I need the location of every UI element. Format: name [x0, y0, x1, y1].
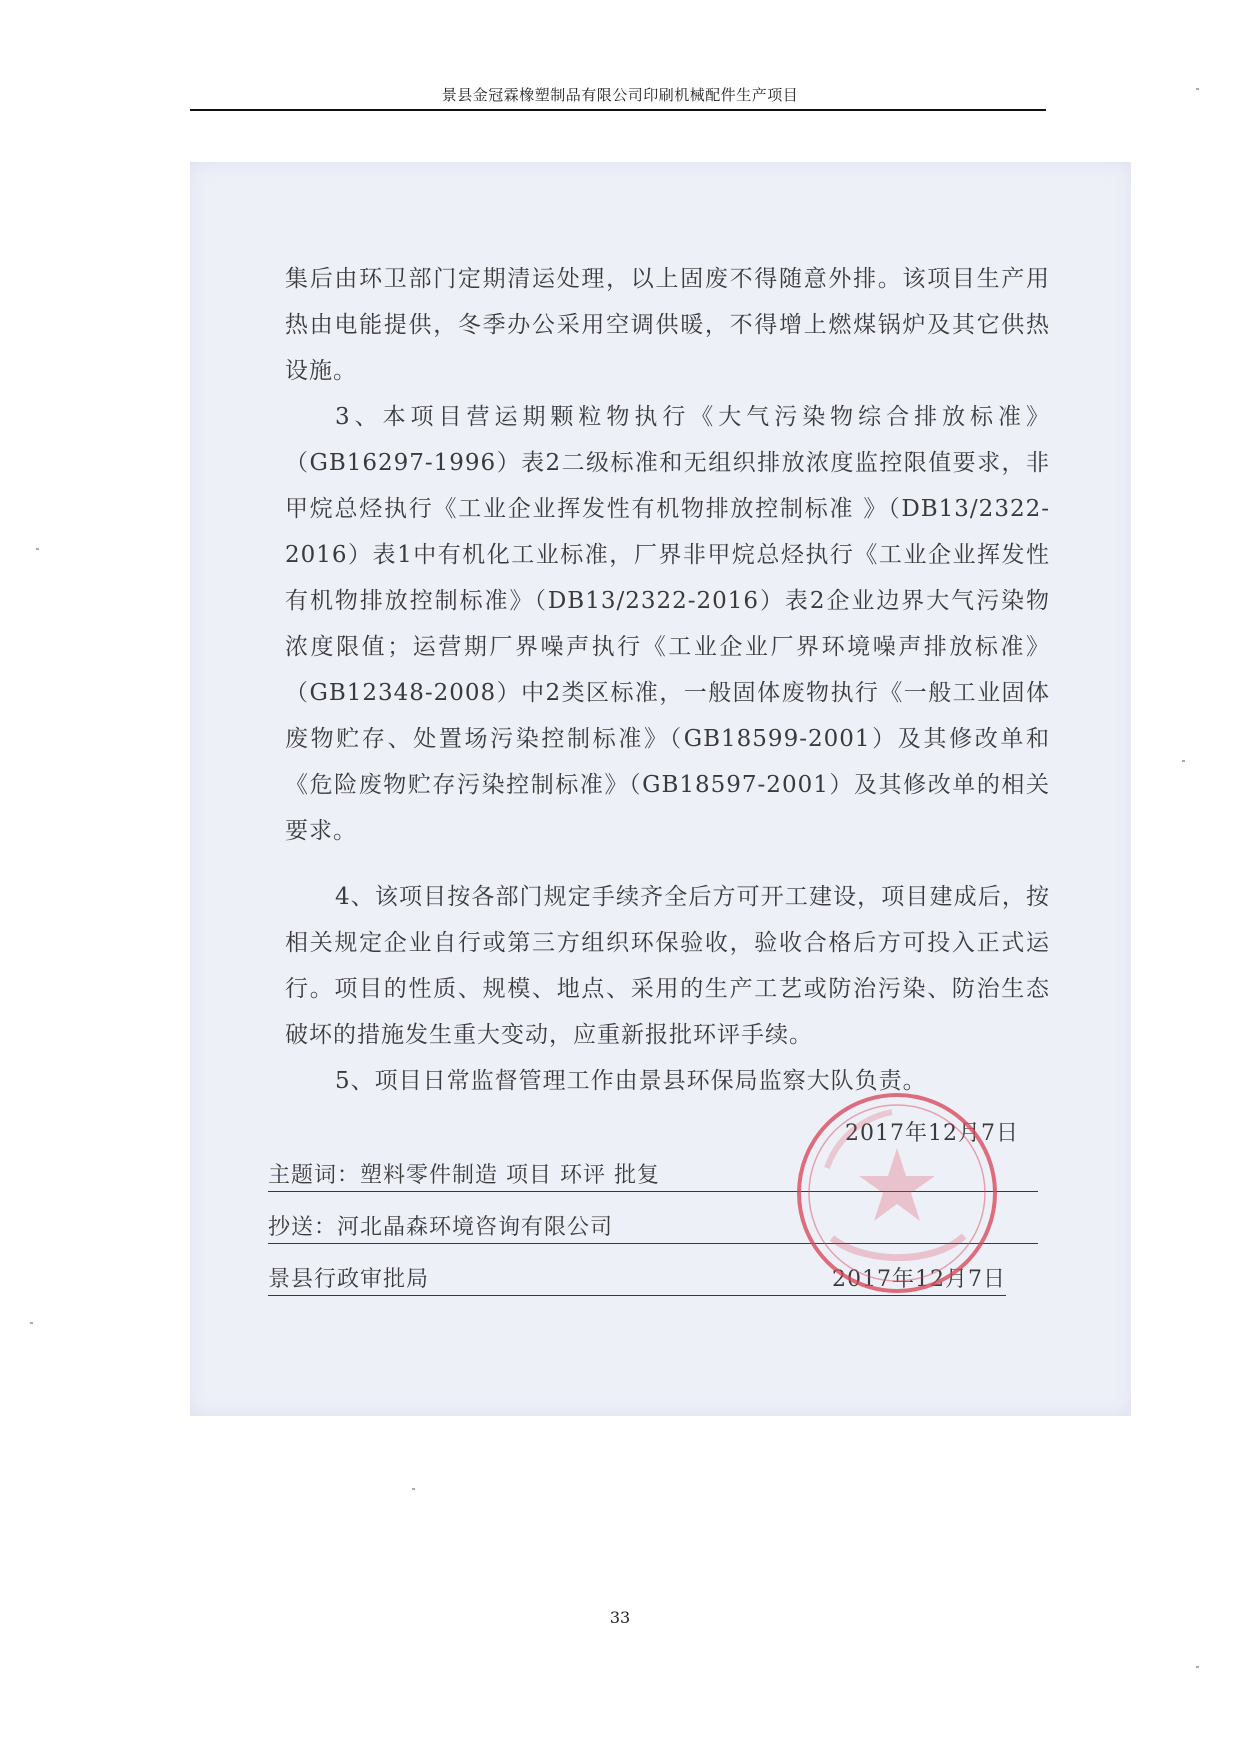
- issue-date: 2017年12月7日: [832, 1267, 1006, 1292]
- carbon-copy-line: 抄送：河北晶森环境咨询有限公司: [268, 1210, 1038, 1244]
- paragraph-item-4: 4、该项目按各部门规定手续齐全后方可开工建设，项目建成后，按相关规定企业自行或第三方组织环保验收，验收合格后方可投入正式运行。项目的性质、规模、地点、采用的生产工艺或防治污染、防治生态破坏的措施发生重大变动，应重新报批环评手续。: [285, 884, 1050, 1048]
- paragraph-item-5: 5、项目日常监督管理工作由景县环保局监察大队负责。: [335, 1068, 927, 1094]
- page-number: 33: [609, 1608, 631, 1627]
- paragraph-continuation: 集后由环卫部门定期清运处理，以上固废不得随意外排。该项目生产用热由电能提供，冬季办公采用空调供暖，不得增上燃煤锅炉及其它供热设施。: [285, 266, 1050, 384]
- running-header: 景县金冠霖橡塑制品有限公司印刷机械配件生产项目: [441, 86, 799, 104]
- scan-speck: [36, 548, 39, 550]
- scan-speck: [1182, 760, 1185, 762]
- document-body: [285, 256, 1050, 1104]
- official-seal-stamp: [792, 1088, 1002, 1298]
- header-rule: [190, 109, 1046, 111]
- issuer-name: 景县行政审批局: [268, 1267, 430, 1292]
- scan-speck: [412, 1488, 415, 1490]
- seal-ink-smudge: [832, 1236, 964, 1258]
- paragraph-item-3: 3、本项目营运期颗粒物执行《大气污染物综合排放标准》（GB16297-1996）表2二级标准和无组织排放浓度监控限值要求，非甲烷总烃执行《工业企业挥发性有机物排放控制标准 》（DB13/2322-2016）表1中有机化工业标准，厂界非甲烷总烃执行《工业企业挥发性有机物排放控制标准》（DB13/2322-2016）表2企业边界大气污染物浓度限值；运营期厂界噪声执行《工业企业厂界环境噪声排放标准》（GB12348-2008）中2类区标准，一般固体废物执行《一般工业固体废物贮存、处置场污染控制标准》（GB18599-2001）及其修改单和《危险废物贮存污染控制标准》（GB18597-2001）及其修改单的相关要求。: [285, 404, 1050, 844]
- subject-keywords-line: 主题词：塑料零件制造 项目 环评 批复: [268, 1158, 1038, 1192]
- scan-speck: [1196, 88, 1199, 90]
- seal-ink-smudge-2: [827, 1112, 892, 1168]
- scan-speck: [1196, 1666, 1199, 1668]
- signature-date: 2017年12月7日: [845, 1121, 1019, 1146]
- scan-speck: [30, 1322, 33, 1324]
- seal-star-icon: [859, 1148, 935, 1221]
